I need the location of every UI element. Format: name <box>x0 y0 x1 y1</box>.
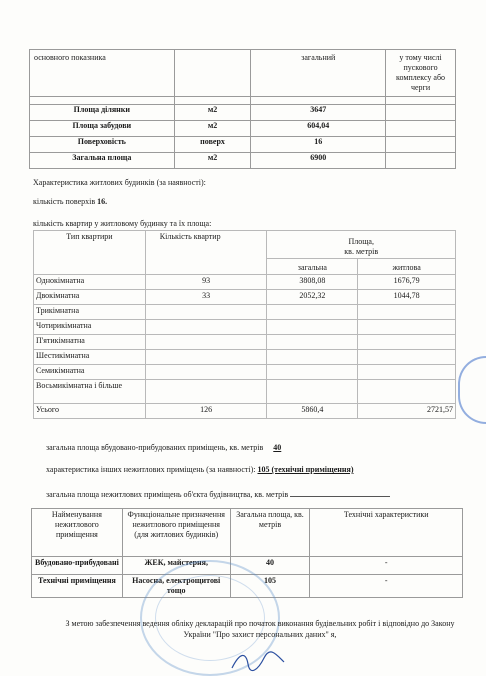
apartment-count <box>145 380 267 404</box>
side-seal <box>458 356 486 424</box>
apartment-total-area <box>267 320 358 335</box>
apartment-living-area <box>358 305 456 320</box>
apartment-living-area <box>358 380 456 404</box>
builtin-area-label: загальна площа вбудовано-прибудованих приміщень, кв. метрів <box>46 443 264 452</box>
indicator-value: 604,04 <box>251 121 386 137</box>
apartment-count <box>145 305 267 320</box>
nonresidential-area-label: загальна площа нежитлових приміщень об'єкта будівництва, кв. метрів <box>46 490 289 499</box>
premises-function: ЖЕК, майстерня, <box>122 557 230 575</box>
indicator-name: Загальна площа <box>30 153 175 169</box>
nonresidential-area-line <box>46 489 390 499</box>
apartment-living-area <box>358 365 456 380</box>
indicator-value: 6900 <box>251 153 386 169</box>
premises-name: Вбудовано-прибудовані <box>32 557 123 575</box>
indicator-name: Площа забудови <box>30 121 175 137</box>
apartment-living-area <box>358 335 456 350</box>
nonresidential-area-blank <box>290 489 390 497</box>
header-total: загальний <box>251 50 386 97</box>
floors-label: кількість поверхів <box>33 197 96 206</box>
header-premises-function: Функціональне призначення нежитлового приміщення (для житлових будинків) <box>122 509 230 557</box>
apartment-type: Чотирикімнатна <box>34 320 146 335</box>
premises-tech: - <box>310 557 463 575</box>
signature <box>228 650 288 672</box>
apartment-living-area: 1044,78 <box>358 290 456 305</box>
header-premises-area: Загальна площа, кв. метрів <box>230 509 310 557</box>
apartment-count <box>145 320 267 335</box>
apartment-count <box>145 365 267 380</box>
other-premises-label: характеристика інших нежитлових приміщень (за наявності): <box>46 465 256 474</box>
apartment-type: Шестикімнатна <box>34 350 146 365</box>
header-premises-tech: Технічні характеристики <box>310 509 463 557</box>
header-indicator: основного показника <box>30 50 175 97</box>
apartment-total-area: 3808,08 <box>267 275 358 290</box>
apartment-count: 93 <box>145 275 267 290</box>
header-apartment-count: Кількість квартир <box>145 231 267 275</box>
indicator-name: Поверховість <box>30 137 175 153</box>
footer-text: З метою забезпечення ведення обліку декларацій про початок виконання будівельних робіт і відповідно до Закону України "Про захист персональних даних" я, <box>65 619 455 639</box>
header-living-area: житлова <box>358 259 456 275</box>
apartment-count <box>145 335 267 350</box>
apartment-type: Восьмикімнатна і більше <box>34 380 146 404</box>
apartment-count: 33 <box>145 290 267 305</box>
apartment-type: П'ятикімнатна <box>34 335 146 350</box>
premises-tech: - <box>310 575 463 598</box>
apartment-type: Однокімнатна <box>34 275 146 290</box>
apartment-total-area <box>267 305 358 320</box>
header-premises-name: Найменування нежитлового приміщення <box>32 509 123 557</box>
builtin-area-value: 40 <box>273 443 282 452</box>
apartment-living-area: 1676,79 <box>358 275 456 290</box>
header-unit <box>174 50 251 97</box>
indicator-name: Площа ділянки <box>30 105 175 121</box>
apartment-count-total: 126 <box>145 404 267 419</box>
apartments-table <box>33 230 456 419</box>
floors-line <box>33 197 107 206</box>
apartment-total-area-sum: 5860,4 <box>267 404 358 419</box>
apartment-total-area <box>267 335 358 350</box>
header-area: Площа, кв. метрів <box>267 231 456 259</box>
apartment-total-area <box>267 380 358 404</box>
builtin-area-line <box>46 443 289 452</box>
other-premises-line <box>46 465 354 474</box>
floors-value: 16. <box>97 197 108 206</box>
apartment-type: Двокімнатна <box>34 290 146 305</box>
apartment-total-area <box>267 365 358 380</box>
indicator-value: 16 <box>251 137 386 153</box>
apartment-total-area <box>267 350 358 365</box>
premises-function: Насосна, електрощитові тощо <box>122 575 230 598</box>
indicator-unit: м2 <box>174 105 251 121</box>
header-launch-complex: у тому числі пускового комплексу або черги <box>386 50 456 97</box>
premises-area: 105 <box>230 575 310 598</box>
indicator-unit: поверх <box>174 137 251 153</box>
apartment-type: Семикімнатна <box>34 365 146 380</box>
housing-heading: Характеристика житлових будинків (за наявності): <box>33 178 206 187</box>
indicator-value: 3647 <box>251 105 386 121</box>
apartment-living-area <box>358 350 456 365</box>
apartment-living-area <box>358 320 456 335</box>
apartment-type-total: Усього <box>34 404 146 419</box>
premises-name: Технічні приміщення <box>32 575 123 598</box>
premises-area: 40 <box>230 557 310 575</box>
header-apartment-type: Тип квартири <box>34 231 146 275</box>
apartment-type: Трикімнатна <box>34 305 146 320</box>
apartment-total-area: 2052,32 <box>267 290 358 305</box>
apartment-living-area-sum: 2721,57 <box>358 404 456 419</box>
indicator-unit: м2 <box>174 153 251 169</box>
apartment-count <box>145 350 267 365</box>
indicators-table <box>29 49 456 169</box>
indicator-unit: м2 <box>174 121 251 137</box>
header-total-area: загальна <box>267 259 358 275</box>
other-premises-value: 105 (технічні приміщення) <box>257 465 354 474</box>
apartments-label: кількість квартир у житловому будинку та їх площа: <box>33 219 212 228</box>
